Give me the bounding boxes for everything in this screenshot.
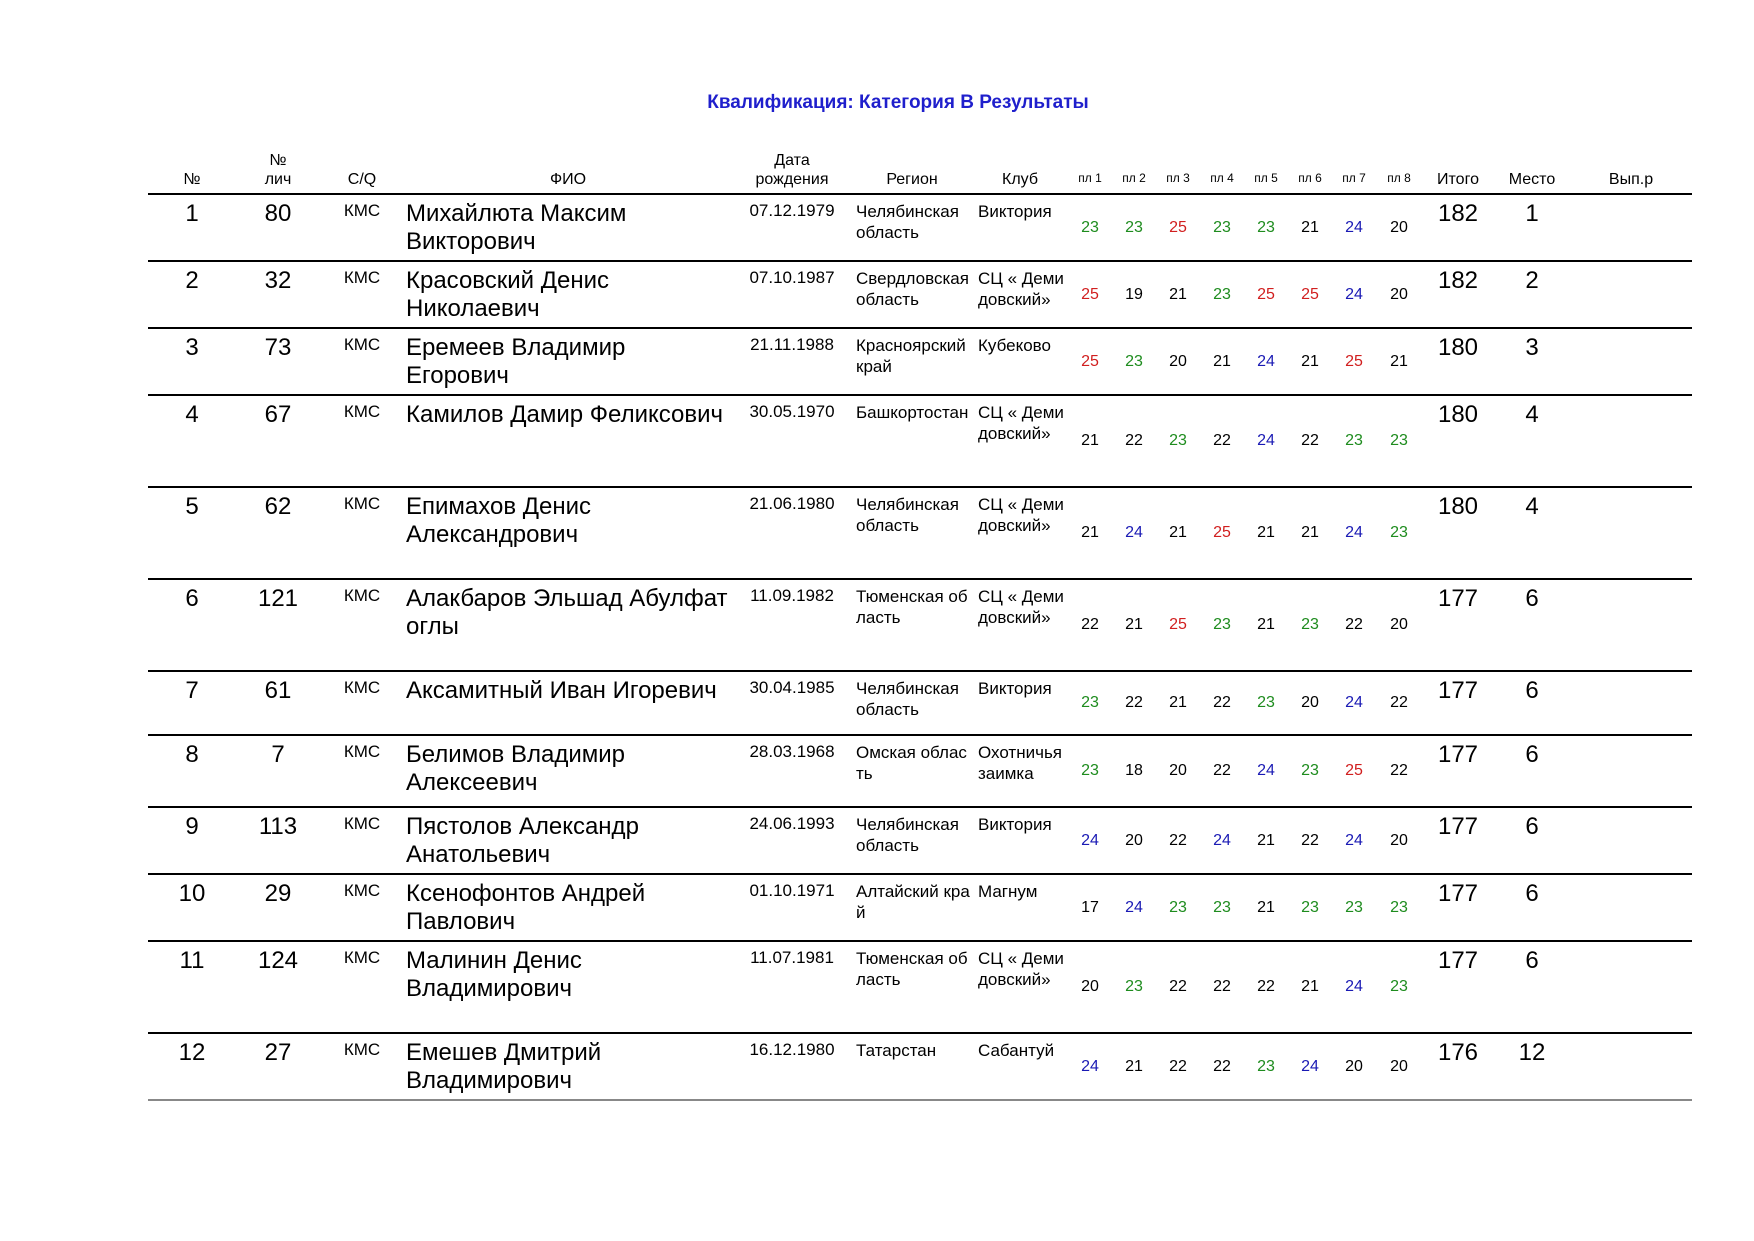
score-pl-5: 21 xyxy=(1257,524,1275,541)
score-pl-6: 23 xyxy=(1301,762,1319,779)
place: 2 xyxy=(1525,267,1539,294)
score-pl-4: 22 xyxy=(1213,978,1231,995)
score-pl-6: 25 xyxy=(1301,285,1319,303)
score-pl-5: 24 xyxy=(1257,762,1275,779)
score-pl-3: 25 xyxy=(1169,616,1187,633)
score-pl-3: 21 xyxy=(1169,285,1187,303)
club: Кубеково xyxy=(978,336,1051,355)
place: 1 xyxy=(1525,200,1539,227)
club: СЦ « Демидовский» xyxy=(978,403,1064,443)
birth-date: 30.05.1970 xyxy=(749,402,835,421)
score-pl-1: 24 xyxy=(1081,831,1099,849)
category: КМС xyxy=(343,742,381,761)
vyp xyxy=(1570,874,1692,941)
athlete-name: Белимов Владимир Алексеевич xyxy=(406,741,625,796)
score-pl-1: 20 xyxy=(1081,978,1099,995)
place: 6 xyxy=(1525,677,1539,704)
score-pl-6: 21 xyxy=(1301,524,1319,541)
place: 6 xyxy=(1525,813,1539,840)
score-pl-3: 22 xyxy=(1169,978,1187,995)
header-place: Место xyxy=(1508,171,1556,188)
total-score: 177 xyxy=(1437,585,1479,612)
score-pl-7: 25 xyxy=(1345,352,1363,370)
score-pl-1: 23 xyxy=(1081,694,1099,711)
score-pl-7: 24 xyxy=(1345,218,1363,236)
birth-date: 30.04.1985 xyxy=(749,678,835,697)
score-pl-7: 23 xyxy=(1345,432,1363,449)
row-number: 4 xyxy=(185,401,199,428)
license-number: 32 xyxy=(264,267,292,294)
athlete-name: Емешев Дмитрий Владимирович xyxy=(406,1039,602,1094)
region: Тюменская область xyxy=(856,587,968,627)
page-title: Квалификация: Категория В Результаты xyxy=(707,92,1089,113)
score-pl-2: 22 xyxy=(1125,432,1143,449)
athlete-name: Аксамитный Иван Игоревич xyxy=(406,677,717,704)
header-total: Итого xyxy=(1437,171,1479,188)
score-pl-1: 21 xyxy=(1081,432,1099,449)
athlete-name: Ксенофонтов Андрей Павлович xyxy=(406,880,646,935)
header-pl-8: пл 8 xyxy=(1387,171,1411,185)
row-number: 1 xyxy=(185,200,199,227)
birth-date: 24.06.1993 xyxy=(749,814,835,833)
category: КМС xyxy=(343,201,381,220)
total-score: 180 xyxy=(1437,493,1479,520)
score-pl-8: 23 xyxy=(1390,898,1408,916)
birth-date: 11.09.1982 xyxy=(750,586,834,605)
table-row xyxy=(148,941,1692,1033)
score-pl-8: 21 xyxy=(1390,352,1408,370)
region: Челябинская область xyxy=(856,679,959,719)
region: Красноярский край xyxy=(856,336,966,376)
header-num: № xyxy=(183,171,201,188)
vyp xyxy=(1570,1033,1692,1100)
club: Виктория xyxy=(978,815,1052,834)
score-pl-6: 23 xyxy=(1301,898,1319,916)
row-number: 2 xyxy=(185,267,199,294)
score-pl-5: 24 xyxy=(1257,432,1275,449)
header-pl-2: пл 2 xyxy=(1122,171,1146,185)
club: СЦ « Демидовский» xyxy=(978,949,1064,989)
score-pl-6: 21 xyxy=(1301,218,1319,236)
score-pl-5: 21 xyxy=(1257,898,1275,916)
table-row xyxy=(148,671,1692,735)
score-pl-4: 22 xyxy=(1213,694,1231,711)
place: 12 xyxy=(1518,1039,1546,1066)
club: Охотничья заимка xyxy=(978,743,1063,783)
score-pl-8: 20 xyxy=(1390,285,1408,303)
birth-date: 01.10.1971 xyxy=(749,881,835,900)
club: Сабантуй xyxy=(978,1041,1055,1060)
license-number: 62 xyxy=(264,493,292,520)
score-pl-2: 24 xyxy=(1125,524,1143,541)
score-pl-6: 21 xyxy=(1301,978,1319,995)
license-number: 73 xyxy=(264,334,292,361)
row-number: 9 xyxy=(185,813,199,840)
header-region: Регион xyxy=(886,171,938,188)
score-pl-5: 22 xyxy=(1257,978,1275,995)
region: Башкортостан xyxy=(856,403,969,422)
score-pl-8: 22 xyxy=(1390,694,1408,711)
score-pl-8: 23 xyxy=(1390,432,1408,449)
score-pl-6: 21 xyxy=(1301,352,1319,370)
row-number: 6 xyxy=(185,585,199,612)
birth-date: 21.06.1980 xyxy=(749,494,835,513)
row-number: 7 xyxy=(185,677,199,704)
score-pl-2: 24 xyxy=(1125,898,1143,916)
place: 6 xyxy=(1525,585,1539,612)
place: 6 xyxy=(1525,741,1539,768)
row-number: 8 xyxy=(185,741,199,768)
total-score: 177 xyxy=(1437,947,1479,974)
club: СЦ « Демидовский» xyxy=(978,495,1064,535)
total-score: 180 xyxy=(1437,401,1479,428)
score-pl-5: 21 xyxy=(1257,616,1275,633)
club: СЦ « Демидовский» xyxy=(978,269,1064,309)
score-pl-4: 22 xyxy=(1213,432,1231,449)
place: 4 xyxy=(1525,493,1539,520)
score-pl-7: 23 xyxy=(1345,898,1363,916)
results-body xyxy=(148,194,1692,1100)
table-header-row xyxy=(148,144,1692,194)
table-row xyxy=(148,874,1692,941)
place: 6 xyxy=(1525,947,1539,974)
vyp xyxy=(1570,807,1692,874)
place: 6 xyxy=(1525,880,1539,907)
license-number: 7 xyxy=(271,741,285,768)
category: КМС xyxy=(343,881,381,900)
score-pl-7: 24 xyxy=(1345,524,1363,541)
score-pl-2: 20 xyxy=(1125,831,1143,849)
table-row xyxy=(148,579,1692,671)
table-row xyxy=(148,261,1692,328)
vyp xyxy=(1570,487,1692,579)
score-pl-1: 21 xyxy=(1081,524,1099,541)
score-pl-6: 20 xyxy=(1301,694,1319,711)
region: Тюменская область xyxy=(856,949,968,989)
header-pl-1: пл 1 xyxy=(1078,171,1102,185)
category: КМС xyxy=(343,586,381,605)
category: КМС xyxy=(343,1040,381,1059)
score-pl-5: 21 xyxy=(1257,831,1275,849)
birth-date: 28.03.1968 xyxy=(749,742,835,761)
vyp xyxy=(1570,735,1692,807)
club: Виктория xyxy=(978,202,1052,221)
score-pl-2: 23 xyxy=(1125,352,1143,370)
score-pl-8: 20 xyxy=(1390,1057,1408,1075)
score-pl-5: 23 xyxy=(1257,218,1275,236)
license-number: 124 xyxy=(257,947,299,974)
score-pl-4: 23 xyxy=(1213,285,1231,303)
athlete-name: Пястолов Александр Анатольевич xyxy=(406,813,639,868)
score-pl-7: 20 xyxy=(1345,1057,1363,1075)
score-pl-8: 20 xyxy=(1390,218,1408,236)
score-pl-1: 25 xyxy=(1081,352,1099,370)
score-pl-7: 24 xyxy=(1345,285,1363,303)
club: СЦ « Демидовский» xyxy=(978,587,1064,627)
score-pl-3: 21 xyxy=(1169,694,1187,711)
score-pl-6: 23 xyxy=(1301,616,1319,633)
table-row xyxy=(148,487,1692,579)
score-pl-5: 25 xyxy=(1257,285,1275,303)
score-pl-3: 21 xyxy=(1169,524,1187,541)
row-number: 3 xyxy=(185,334,199,361)
score-pl-3: 22 xyxy=(1169,1057,1187,1075)
vyp xyxy=(1570,194,1692,261)
score-pl-8: 22 xyxy=(1390,762,1408,779)
birth-date: 16.12.1980 xyxy=(749,1040,835,1059)
table-row xyxy=(148,735,1692,807)
score-pl-7: 24 xyxy=(1345,831,1363,849)
club: Магнум xyxy=(978,882,1038,901)
vyp xyxy=(1570,579,1692,671)
header-pl-6: пл 6 xyxy=(1298,171,1322,185)
header-pl-5: пл 5 xyxy=(1254,171,1278,185)
table-row xyxy=(148,1033,1692,1100)
score-pl-8: 23 xyxy=(1390,524,1408,541)
athlete-name: Малинин Денис Владимирович xyxy=(406,947,582,1002)
category: КМС xyxy=(343,678,381,697)
score-pl-4: 22 xyxy=(1213,762,1231,779)
score-pl-6: 22 xyxy=(1301,432,1319,449)
total-score: 177 xyxy=(1437,741,1479,768)
birth-date: 21.11.1988 xyxy=(750,335,834,354)
vyp xyxy=(1570,671,1692,735)
score-pl-1: 23 xyxy=(1081,762,1099,779)
score-pl-4: 23 xyxy=(1213,218,1231,236)
birth-date: 07.12.1979 xyxy=(749,201,835,220)
score-pl-2: 21 xyxy=(1125,1057,1143,1075)
score-pl-3: 20 xyxy=(1169,352,1187,370)
total-score: 177 xyxy=(1437,677,1479,704)
athlete-name: Епимахов Денис Александрович xyxy=(406,493,592,548)
region: Омская область xyxy=(856,743,967,783)
license-number: 113 xyxy=(258,813,298,840)
score-pl-1: 22 xyxy=(1081,616,1099,633)
score-pl-7: 24 xyxy=(1345,978,1363,995)
header-fio: ФИО xyxy=(549,171,587,188)
vyp xyxy=(1570,261,1692,328)
total-score: 176 xyxy=(1437,1039,1479,1066)
score-pl-4: 22 xyxy=(1213,1057,1231,1075)
license-number: 27 xyxy=(264,1039,292,1066)
header-pl-7: пл 7 xyxy=(1342,171,1366,185)
score-pl-8: 23 xyxy=(1390,978,1408,995)
category: КМС xyxy=(343,402,381,421)
row-number: 5 xyxy=(185,493,199,520)
athlete-name: Еремеев Владимир Егорович xyxy=(406,334,626,389)
results-table xyxy=(148,144,1692,1101)
vyp xyxy=(1570,328,1692,395)
row-number: 11 xyxy=(179,947,205,974)
row-number: 12 xyxy=(178,1039,206,1066)
score-pl-5: 23 xyxy=(1257,694,1275,711)
region: Свердловская область xyxy=(856,269,969,309)
header-pl-4: пл 4 xyxy=(1210,171,1234,185)
score-pl-7: 25 xyxy=(1345,762,1363,779)
score-pl-8: 20 xyxy=(1390,616,1408,633)
athlete-name: Алакбаров Эльшад Абулфат оглы xyxy=(406,585,728,640)
header-cq: C/Q xyxy=(347,171,377,188)
category: КМС xyxy=(343,494,381,513)
license-number: 61 xyxy=(264,677,292,704)
license-number: 121 xyxy=(257,585,299,612)
table-row xyxy=(148,807,1692,874)
header-dob: Дата рождения xyxy=(755,152,829,188)
category: КМС xyxy=(343,335,381,354)
total-score: 182 xyxy=(1437,200,1479,227)
score-pl-3: 23 xyxy=(1169,898,1187,916)
header-club: Клуб xyxy=(1002,171,1038,188)
score-pl-1: 17 xyxy=(1081,898,1099,916)
score-pl-1: 23 xyxy=(1081,218,1099,236)
score-pl-4: 24 xyxy=(1213,831,1231,849)
athlete-name: Михайлюта Максим Викторович xyxy=(406,200,627,255)
header-vyp: Вып.р xyxy=(1608,171,1654,188)
score-pl-4: 21 xyxy=(1213,352,1231,370)
header-lic: № лич xyxy=(264,152,292,188)
birth-date: 11.07.1981 xyxy=(750,948,834,967)
region: Алтайский край xyxy=(856,882,970,922)
score-pl-7: 24 xyxy=(1345,694,1363,711)
license-number: 29 xyxy=(264,880,292,907)
table-row xyxy=(148,395,1692,487)
total-score: 177 xyxy=(1437,880,1479,907)
score-pl-5: 23 xyxy=(1257,1057,1275,1075)
place: 3 xyxy=(1525,334,1539,361)
total-score: 182 xyxy=(1437,267,1479,294)
table-row xyxy=(148,194,1692,261)
place: 4 xyxy=(1525,401,1539,428)
score-pl-4: 25 xyxy=(1213,524,1231,541)
table-row xyxy=(148,328,1692,395)
score-pl-2: 18 xyxy=(1125,762,1143,779)
score-pl-3: 22 xyxy=(1169,831,1187,849)
score-pl-4: 23 xyxy=(1213,616,1231,633)
athlete-name: Красовский Денис Николаевич xyxy=(406,267,610,322)
score-pl-2: 23 xyxy=(1125,978,1143,995)
club: Виктория xyxy=(978,679,1052,698)
birth-date: 07.10.1987 xyxy=(749,268,835,287)
score-pl-1: 25 xyxy=(1081,285,1099,303)
score-pl-2: 19 xyxy=(1125,285,1143,303)
score-pl-3: 20 xyxy=(1169,762,1187,779)
score-pl-2: 22 xyxy=(1125,694,1143,711)
score-pl-3: 25 xyxy=(1169,218,1187,236)
score-pl-2: 21 xyxy=(1125,616,1143,633)
score-pl-4: 23 xyxy=(1213,898,1231,916)
region: Татарстан xyxy=(856,1041,937,1060)
score-pl-6: 22 xyxy=(1301,831,1319,849)
category: КМС xyxy=(343,268,381,287)
license-number: 80 xyxy=(264,200,292,227)
category: КМС xyxy=(343,814,381,833)
total-score: 177 xyxy=(1437,813,1479,840)
row-number: 10 xyxy=(178,880,206,907)
header-pl-3: пл 3 xyxy=(1166,171,1190,185)
score-pl-2: 23 xyxy=(1125,218,1143,236)
vyp xyxy=(1570,395,1692,487)
score-pl-5: 24 xyxy=(1257,352,1275,370)
license-number: 67 xyxy=(264,401,292,428)
region: Челябинская область xyxy=(856,815,959,855)
category: КМС xyxy=(343,948,381,967)
score-pl-3: 23 xyxy=(1169,432,1187,449)
score-pl-8: 20 xyxy=(1390,831,1408,849)
vyp xyxy=(1570,941,1692,1033)
score-pl-6: 24 xyxy=(1301,1057,1319,1075)
score-pl-7: 22 xyxy=(1345,616,1363,633)
total-score: 180 xyxy=(1437,334,1479,361)
athlete-name: Камилов Дамир Феликсович xyxy=(406,401,724,428)
score-pl-1: 24 xyxy=(1081,1057,1099,1075)
region: Челябинская область xyxy=(856,202,959,242)
region: Челябинская область xyxy=(856,495,959,535)
